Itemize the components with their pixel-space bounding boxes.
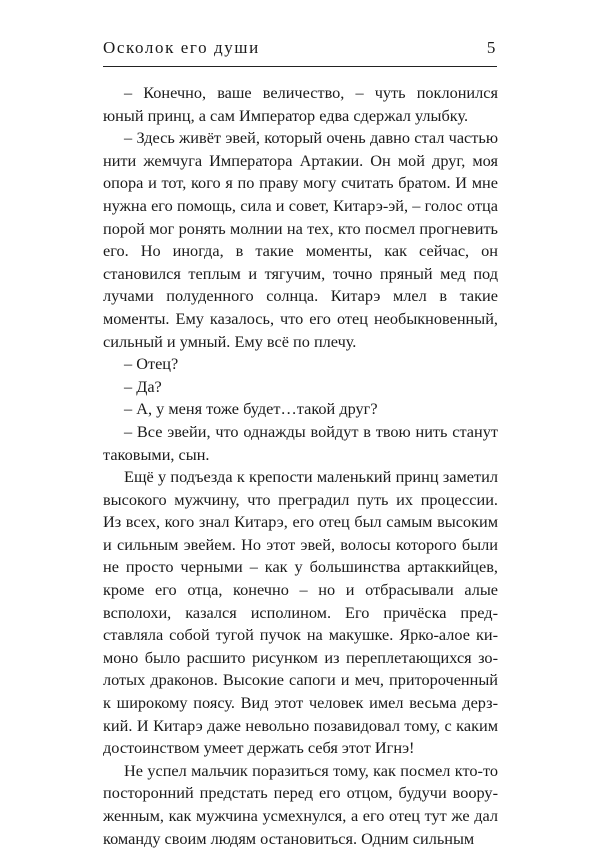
paragraph: – Отец? xyxy=(124,354,179,374)
paragraph: – Все эвейи, что однажды войдут в твою нить станут таковыми, сын. xyxy=(103,421,498,464)
body-text xyxy=(103,82,498,850)
paragraph: – Да? xyxy=(124,376,162,396)
paragraph: Не успел мальчик поразиться тому, как посмел кто-то посторонний предстать перед его отцом, будучи вооруженным, как мужчина усмехнулся, а его отец тут же дал команду своим людям остановиться. Одним сильным xyxy=(103,760,498,848)
running-header xyxy=(103,38,497,58)
running-title: Осколок его души xyxy=(103,38,260,57)
header-rule xyxy=(103,66,497,67)
paragraph: – Здесь живёт эвей, который очень давно стал частью нити жемчуга Императора Артакии. Он мой друг, моя опора и тот, кого я по праву могу считать братом. И мне нужна его помощь, сила и совет, Китарэ-эй, – голос отца порой мог ронять молнии на тех, кто посмел прогневить его. Но иногда, в такие моменты, как сейчас, он становился теплым и тягучим, точно пряный мед под лучами полуденного солнца. Китарэ млел в такие моменты. Ему казалось, что его отец необыкновенный, сильный и умный. Ему всё по плечу. xyxy=(103,128,498,351)
page-number: 5 xyxy=(486,38,497,57)
paragraph: – А, у меня тоже будет…такой друг? xyxy=(124,399,378,419)
paragraph: Ещё у подъезда к крепости маленький принц заметил высокого мужчину, что преградил путь их процессии. Из всех, кого знал Китарэ, его отец был самым высоким и сильным эвейем. Но этот эвей, волосы которого были не просто черными – как у большинства артаккийцев, кроме его отца, конечно – но и отбрасывали алые всполохи, казался исполином. Его причёска представляла собой тугой пучок на макушке. Ярко-алое кимоно было расшито рисунком из переплетающихся золотых драконов. Высокие сапоги и меч, притороченный к широкому поясу. Вид этот человек имел весьма дерзкий. И Китарэ даже невольно позавидовал тому, с каким достоинством умеет держать себя этот Игнэ! xyxy=(103,467,498,758)
paragraph: – Конечно, ваше величество, – чуть поклонился юный принц, а сам Император едва сдержал улыбку. xyxy=(103,83,498,125)
